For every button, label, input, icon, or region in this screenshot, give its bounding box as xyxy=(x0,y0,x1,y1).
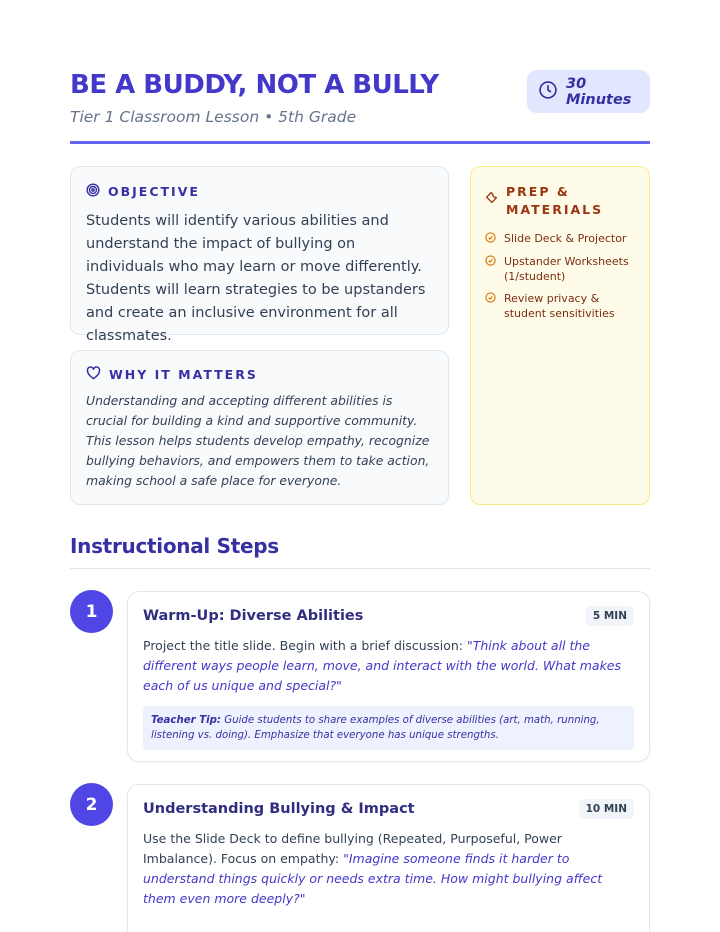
step-card xyxy=(127,591,650,762)
objective-heading-text: OBJECTIVE xyxy=(108,184,200,199)
step-body xyxy=(143,829,634,909)
materials-item-label: Upstander Worksheets (1/student) xyxy=(504,255,629,283)
lesson-header xyxy=(70,68,650,128)
why-heading-text: WHY IT MATTERS xyxy=(109,367,258,382)
check-circle-icon xyxy=(485,291,496,321)
duration-badge xyxy=(527,70,650,113)
objective-card xyxy=(70,166,449,344)
materials-item-label: Slide Deck & Projector xyxy=(504,232,627,245)
objective-text: Students will identify various abilities and understand the impact of bullying on individuals who may learn or move differently. Students will learn strategies to be upstanders and create an inclusive environment for all classmates. xyxy=(86,213,426,344)
step-duration-badge: 5 MIN xyxy=(586,606,634,626)
lesson-title: BE A BUDDY, NOT A BULLY xyxy=(70,70,439,100)
section-divider xyxy=(70,568,650,569)
duration-label: 30 Minutes xyxy=(566,75,632,108)
step-title: Understanding Bullying & Impact xyxy=(143,801,415,817)
step-body xyxy=(143,636,634,696)
step-card xyxy=(127,784,650,932)
objective-heading xyxy=(86,183,433,200)
why-text: Understanding and accepting different abilities is crucial for building a kind and supportive community. This lesson helps students develop empathy, recognize bullying behaviors, and empowers them to take action, making school a safe place for everyone. xyxy=(86,393,430,488)
prep-heading-line2: MATERIALS xyxy=(506,202,604,217)
teacher-tip xyxy=(143,706,634,750)
materials-item xyxy=(485,291,635,321)
lesson-subtitle: Tier 1 Classroom Lesson • 5th Grade xyxy=(70,108,357,126)
clock-icon xyxy=(538,80,558,104)
step-body-text: Project the title slide. Begin with a brief discussion: xyxy=(143,638,467,653)
step-quote: "Imagine someone finds it harder to understand things quickly or needs extra time. How might bullying affect them even more deeply?" xyxy=(143,851,603,906)
step-number-badge: 2 xyxy=(70,783,113,826)
step-duration-badge: 10 MIN xyxy=(579,799,634,819)
materials-item-label: Review privacy & student sensitivities xyxy=(504,292,615,320)
step-number-badge: 1 xyxy=(70,590,113,633)
materials-list xyxy=(485,231,635,321)
check-circle-icon xyxy=(485,254,496,284)
why-it-matters-card xyxy=(70,350,449,505)
step-quote: "Think about all the different ways people learn, move, and interact with the world. What makes each of us unique and special?" xyxy=(143,638,622,693)
steps-section-title: Instructional Steps xyxy=(70,534,279,558)
step-body-text: Use the Slide Deck to define bullying (Repeated, Purposeful, Power Imbalance). Focus on empathy: xyxy=(143,831,562,866)
why-heading xyxy=(86,366,433,383)
wrench-icon xyxy=(485,183,498,209)
prep-heading-line1: PREP & xyxy=(506,184,570,199)
check-circle-icon xyxy=(485,231,496,247)
materials-item xyxy=(485,231,635,247)
teacher-tip-text: Guide students to share examples of diverse abilities (art, math, running, listening vs. doing). Emphasize that everyone has unique strengths. xyxy=(151,715,600,741)
teacher-tip-label: Teacher Tip: xyxy=(151,715,221,726)
prep-materials-card xyxy=(470,166,650,505)
heart-icon xyxy=(86,366,101,383)
prep-heading xyxy=(485,183,635,219)
materials-item xyxy=(485,254,635,284)
target-icon xyxy=(86,183,100,200)
header-divider xyxy=(70,141,650,144)
step-title: Warm-Up: Diverse Abilities xyxy=(143,608,364,624)
